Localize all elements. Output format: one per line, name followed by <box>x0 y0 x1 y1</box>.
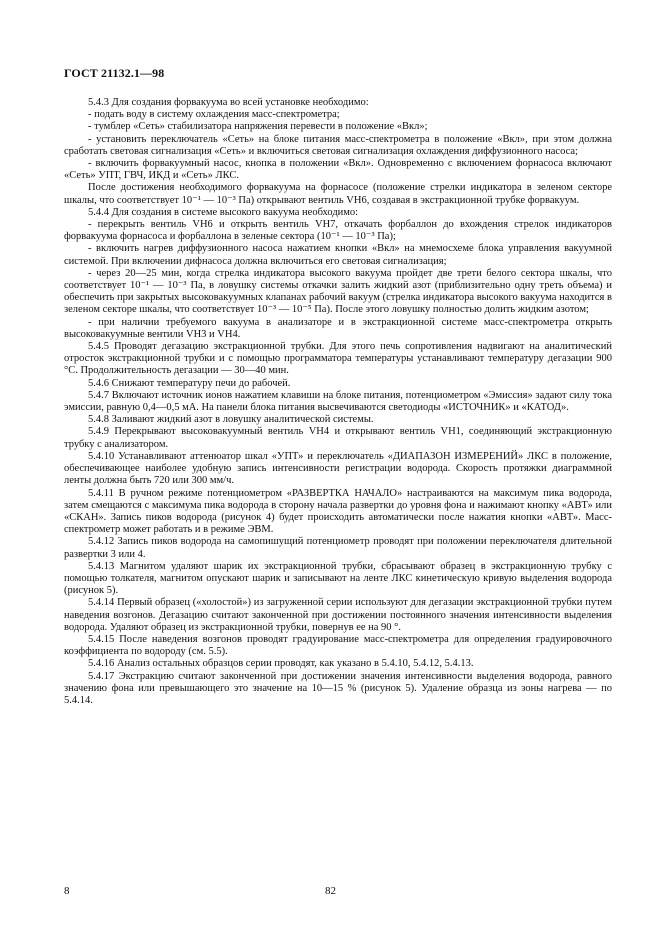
paragraph-5-4-5: 5.4.5 Проводят дегазацию экстракционной трубки. Для этого печь сопротивления надвигают на аналитический отросток экстракционной трубки и с помощью программатора температуры устанавливают температуру дегазации 900 °С. Продолжительность дегазации — 30—40 мин. <box>64 341 612 377</box>
list-item: - при наличии требуемого вакуума в анализаторе и в экстракционной системе масс-спектрометра открыть высоковакуумные вентили VH3 и VH4. <box>64 316 612 340</box>
paragraph-5-4-10: 5.4.10 Устанавливают аттенюатор шкал «УПТ» и переключатель «ДИАПАЗОН ИЗМЕРЕНИЙ» ЛКС в положение, обеспечивающее наиболее удобную запись интенсивности регистрации водорода. Скорость протяжки диаграммной ленты должна быть 720 или 300 мм/ч. <box>64 450 612 487</box>
list-item: - подать воду в систему охлаждения масс-спектрометра; <box>88 109 340 121</box>
list-item: - включить нагрев диффузионного насоса нажатием кнопки «Вкл» на мнемосхеме блока управления вакуумной системой. При включении дифнасоса должна включиться его световая сигнализация; <box>64 243 612 267</box>
list-item: - перекрыть вентиль VH6 и открыть вентиль VH7, откачать форбаллон до вхождения стрелок индикаторов форвакуума форнасоса и форбаллона в зеленые сектора (10⁻¹ — 10⁻³ Па); <box>64 219 612 243</box>
page-number-center: 82 <box>325 885 336 897</box>
paragraph-5-4-15: 5.4.15 После наведения возгонов проводят градуирование масс-спектрометра для определения градуировочного коэффициента по водороду (см. 5.5). <box>64 633 612 658</box>
document-code-header: ГОСТ 21132.1—98 <box>64 66 165 80</box>
paragraph-5-4-9: 5.4.9 Перекрывают высоковакуумный вентиль VH4 и открывают вентиль VH1, соединяющий экстракционную трубку с анализатором. <box>64 426 612 450</box>
paragraph-5-4-14: 5.4.14 Первый образец («холостой») из загруженной серии используют для дегазации экстракционной трубки путем наведения возгонов. Дегазацию считают законченной при достижении постоянного значения интенсивности выделения водорода. Удаляют образец из экстракционной трубки, повернув ее на 90 °. <box>64 597 612 633</box>
list-item: - включить форвакуумный насос, кнопка в положении «Вкл». Одновременно с включением форнасоса включают «Сеть» УПТ, ГВЧ, ИКД и «Сеть» ЛКС. <box>64 158 612 182</box>
paragraph-5-4-17: 5.4.17 Экстракцию считают законченной при достижении значения интенсивности выделения водорода, равного значению фона или превышающего это значение на 10—15 % (рисунок 5). Удаление образца из зоны нагрева — по 5.4.14. <box>64 670 612 706</box>
paragraph-5-4-6: 5.4.6 Снижают температуру печи до рабочей. <box>88 377 291 389</box>
paragraph-5-4-16: 5.4.16 Анализ остальных образцов серии проводят, как указано в 5.4.10, 5.4.12, 5.4.13. <box>88 658 474 670</box>
paragraph-5-4-13: 5.4.13 Магнитом удаляют шарик их экстракционной трубки, сбрасывают образец в экстракционную трубку с помощью толкателя, магнитом опускают шарик и записывают на ленте ЛКС кинетическую кривую выделения водорода (рисунок 5). <box>64 560 612 597</box>
document-body <box>64 97 612 707</box>
paragraph-5-4-12: 5.4.12 Запись пиков водорода на самопишущий потенциометр проводят при положении переключателя длительной развертки 3 или 4. <box>64 536 612 560</box>
paragraph-5-4-11: 5.4.11 В ручном режиме потенциометром «РАЗВЕРТКА НАЧАЛО» настраиваются на максимум пика водорода, затем смещаются с максимума пика водорода в сторону начала развертки до уровня фона и нажимают кнопку «АВТ» или «СКАН». Запись пиков водорода (рисунок 4) будет происходить автоматически после нажатия кнопки «АВТ». Масс-спектрометр может работать и в режиме ЭВМ. <box>64 487 612 536</box>
paragraph-5-4-3: 5.4.3 Для создания форвакуума во всей установке необходимо: <box>88 97 369 108</box>
paragraph: После достижения необходимого форвакуума на форнасосе (положение стрелки индикатора в зеленом секторе шкалы, что соответствует 10⁻¹ — 10⁻³ Па) открывают вентиль VH6, создавая в экстракционной трубке форвакуум. <box>64 182 612 206</box>
list-item: - через 20—25 мин, когда стрелка индикатора высокого вакуума пройдет две трети белого сектора шкалы, что соответствует 10⁻¹ — 10⁻³ Па, в ловушку системы откачки залить жидкий азот (приблизительно одну треть объема) и обеспечить при закрытых высоковакуумных клапанах рабочий вакуум (стрелка индикатора высокого вакуума находится в зеленом секторе шкалы, что соответствует 10⁻³ — 10⁻⁵ Па). После этого ловушку полностью долить жидким азотом; <box>64 267 612 316</box>
paragraph-5-4-8: 5.4.8 Заливают жидкий азот в ловушку аналитической системы. <box>88 414 374 426</box>
list-item: - тумблер «Сеть» стабилизатора напряжения перевести в положение «Вкл»; <box>88 121 428 133</box>
paragraph-5-4-7: 5.4.7 Включают источник ионов нажатием клавиши на блоке питания, потенциометром «Эмиссия» задают силу тока эмиссии, равную 0,4—0,5 мА. На панели блока питания высвечиваются светодиоды «ИСТОЧНИК» и «КАТОД». <box>64 389 612 414</box>
list-item: - установить переключатель «Сеть» на блоке питания масс-спектрометра в положение «Вкл», при этом должна сработать световая сигнализация «Сеть» и включиться световая сигнализация охлаждения диффузионного насоса; <box>64 133 612 157</box>
paragraph-5-4-4: 5.4.4 Для создания в системе высокого вакуума необходимо: <box>88 206 359 218</box>
page-number-left: 8 <box>64 885 70 897</box>
